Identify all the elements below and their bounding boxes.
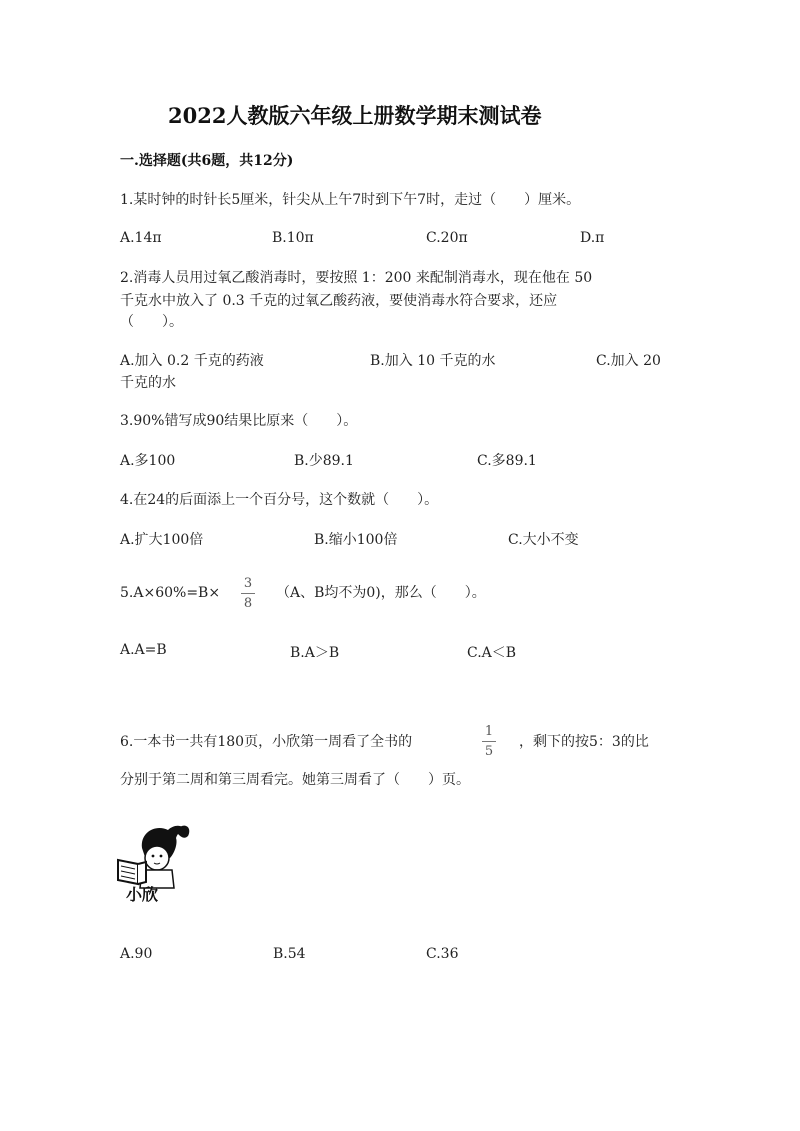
question-1: 1.某时钟的时针长5厘米，针尖从上午7时到下午7时，走过（ ）厘米。: [120, 192, 581, 208]
q6-fraction-bar: [482, 741, 496, 742]
q6-fraction-denominator: 5: [484, 744, 494, 759]
question-2-line-3: （ ）。: [120, 314, 183, 330]
q3-option-a[interactable]: A.多100: [120, 453, 176, 469]
q6-option-a[interactable]: A.90: [120, 946, 153, 962]
q4-option-a[interactable]: A.扩大100倍: [120, 532, 204, 548]
question-5-prefix: 5.A×60%=B×: [120, 585, 221, 601]
question-2-line-2: 千克水中放入了 0.3 千克的过氧乙酸药液，要使消毒水符合要求，还应: [120, 293, 558, 309]
q2-option-c-continued: 千克的水: [120, 375, 176, 391]
question-6-line-2: 分别于第二周和第三周看完。她第三周看了（ ）页。: [120, 772, 470, 788]
q2-option-b[interactable]: B.加入 10 千克的水: [370, 353, 496, 369]
question-6-suffix: ，剩下的按5：3的比: [519, 734, 649, 750]
q4-option-b[interactable]: B.缩小100倍: [314, 532, 398, 548]
q3-option-c[interactable]: C.多89.1: [477, 453, 537, 469]
q6-option-b[interactable]: B.54: [273, 946, 306, 962]
q5-fraction-numerator: 3: [243, 576, 253, 591]
q2-option-a[interactable]: A.加入 0.2 千克的药液: [120, 353, 264, 369]
question-2-line-1: 2.消毒人员用过氧乙酸消毒时，要按照 1：200 来配制消毒水，现在他在 50: [120, 270, 593, 286]
q5-fraction-denominator: 8: [243, 596, 253, 611]
q6-fraction-numerator: 1: [484, 724, 494, 739]
q5-option-c[interactable]: C.A＜B: [467, 645, 517, 661]
q1-option-a[interactable]: A.14π: [120, 230, 162, 246]
section-heading: 一.选择题(共6题，共12分): [120, 153, 294, 169]
q5-fraction: [240, 576, 256, 611]
q2-option-c[interactable]: C.加入 20: [596, 353, 661, 369]
q1-option-d[interactable]: D.π: [580, 230, 605, 246]
question-3: 3.90%错写成90结果比原来（ ）。: [120, 413, 358, 429]
q6-option-c[interactable]: C.36: [426, 946, 459, 962]
q6-fraction: [481, 724, 497, 759]
illustration-caption: 小欣: [126, 885, 159, 904]
q5-fraction-bar: [241, 593, 255, 594]
page-title: 2022人教版六年级上册数学期末测试卷: [168, 103, 542, 128]
question-6-prefix: 6.一本书一共有180页，小欣第一周看了全书的: [120, 734, 413, 750]
question-4: 4.在24的后面添上一个百分号，这个数就（ ）。: [120, 492, 439, 508]
q5-option-b[interactable]: B.A＞B: [290, 645, 340, 661]
q3-option-b[interactable]: B.少89.1: [294, 453, 354, 469]
q4-option-c[interactable]: C.大小不变: [508, 532, 579, 548]
question-5-suffix: （A、B均不为0)，那么（ ）。: [276, 585, 486, 601]
q1-option-b[interactable]: B.10π: [272, 230, 314, 246]
q1-option-c[interactable]: C.20π: [426, 230, 468, 246]
q5-option-a[interactable]: A.A=B: [120, 642, 167, 658]
